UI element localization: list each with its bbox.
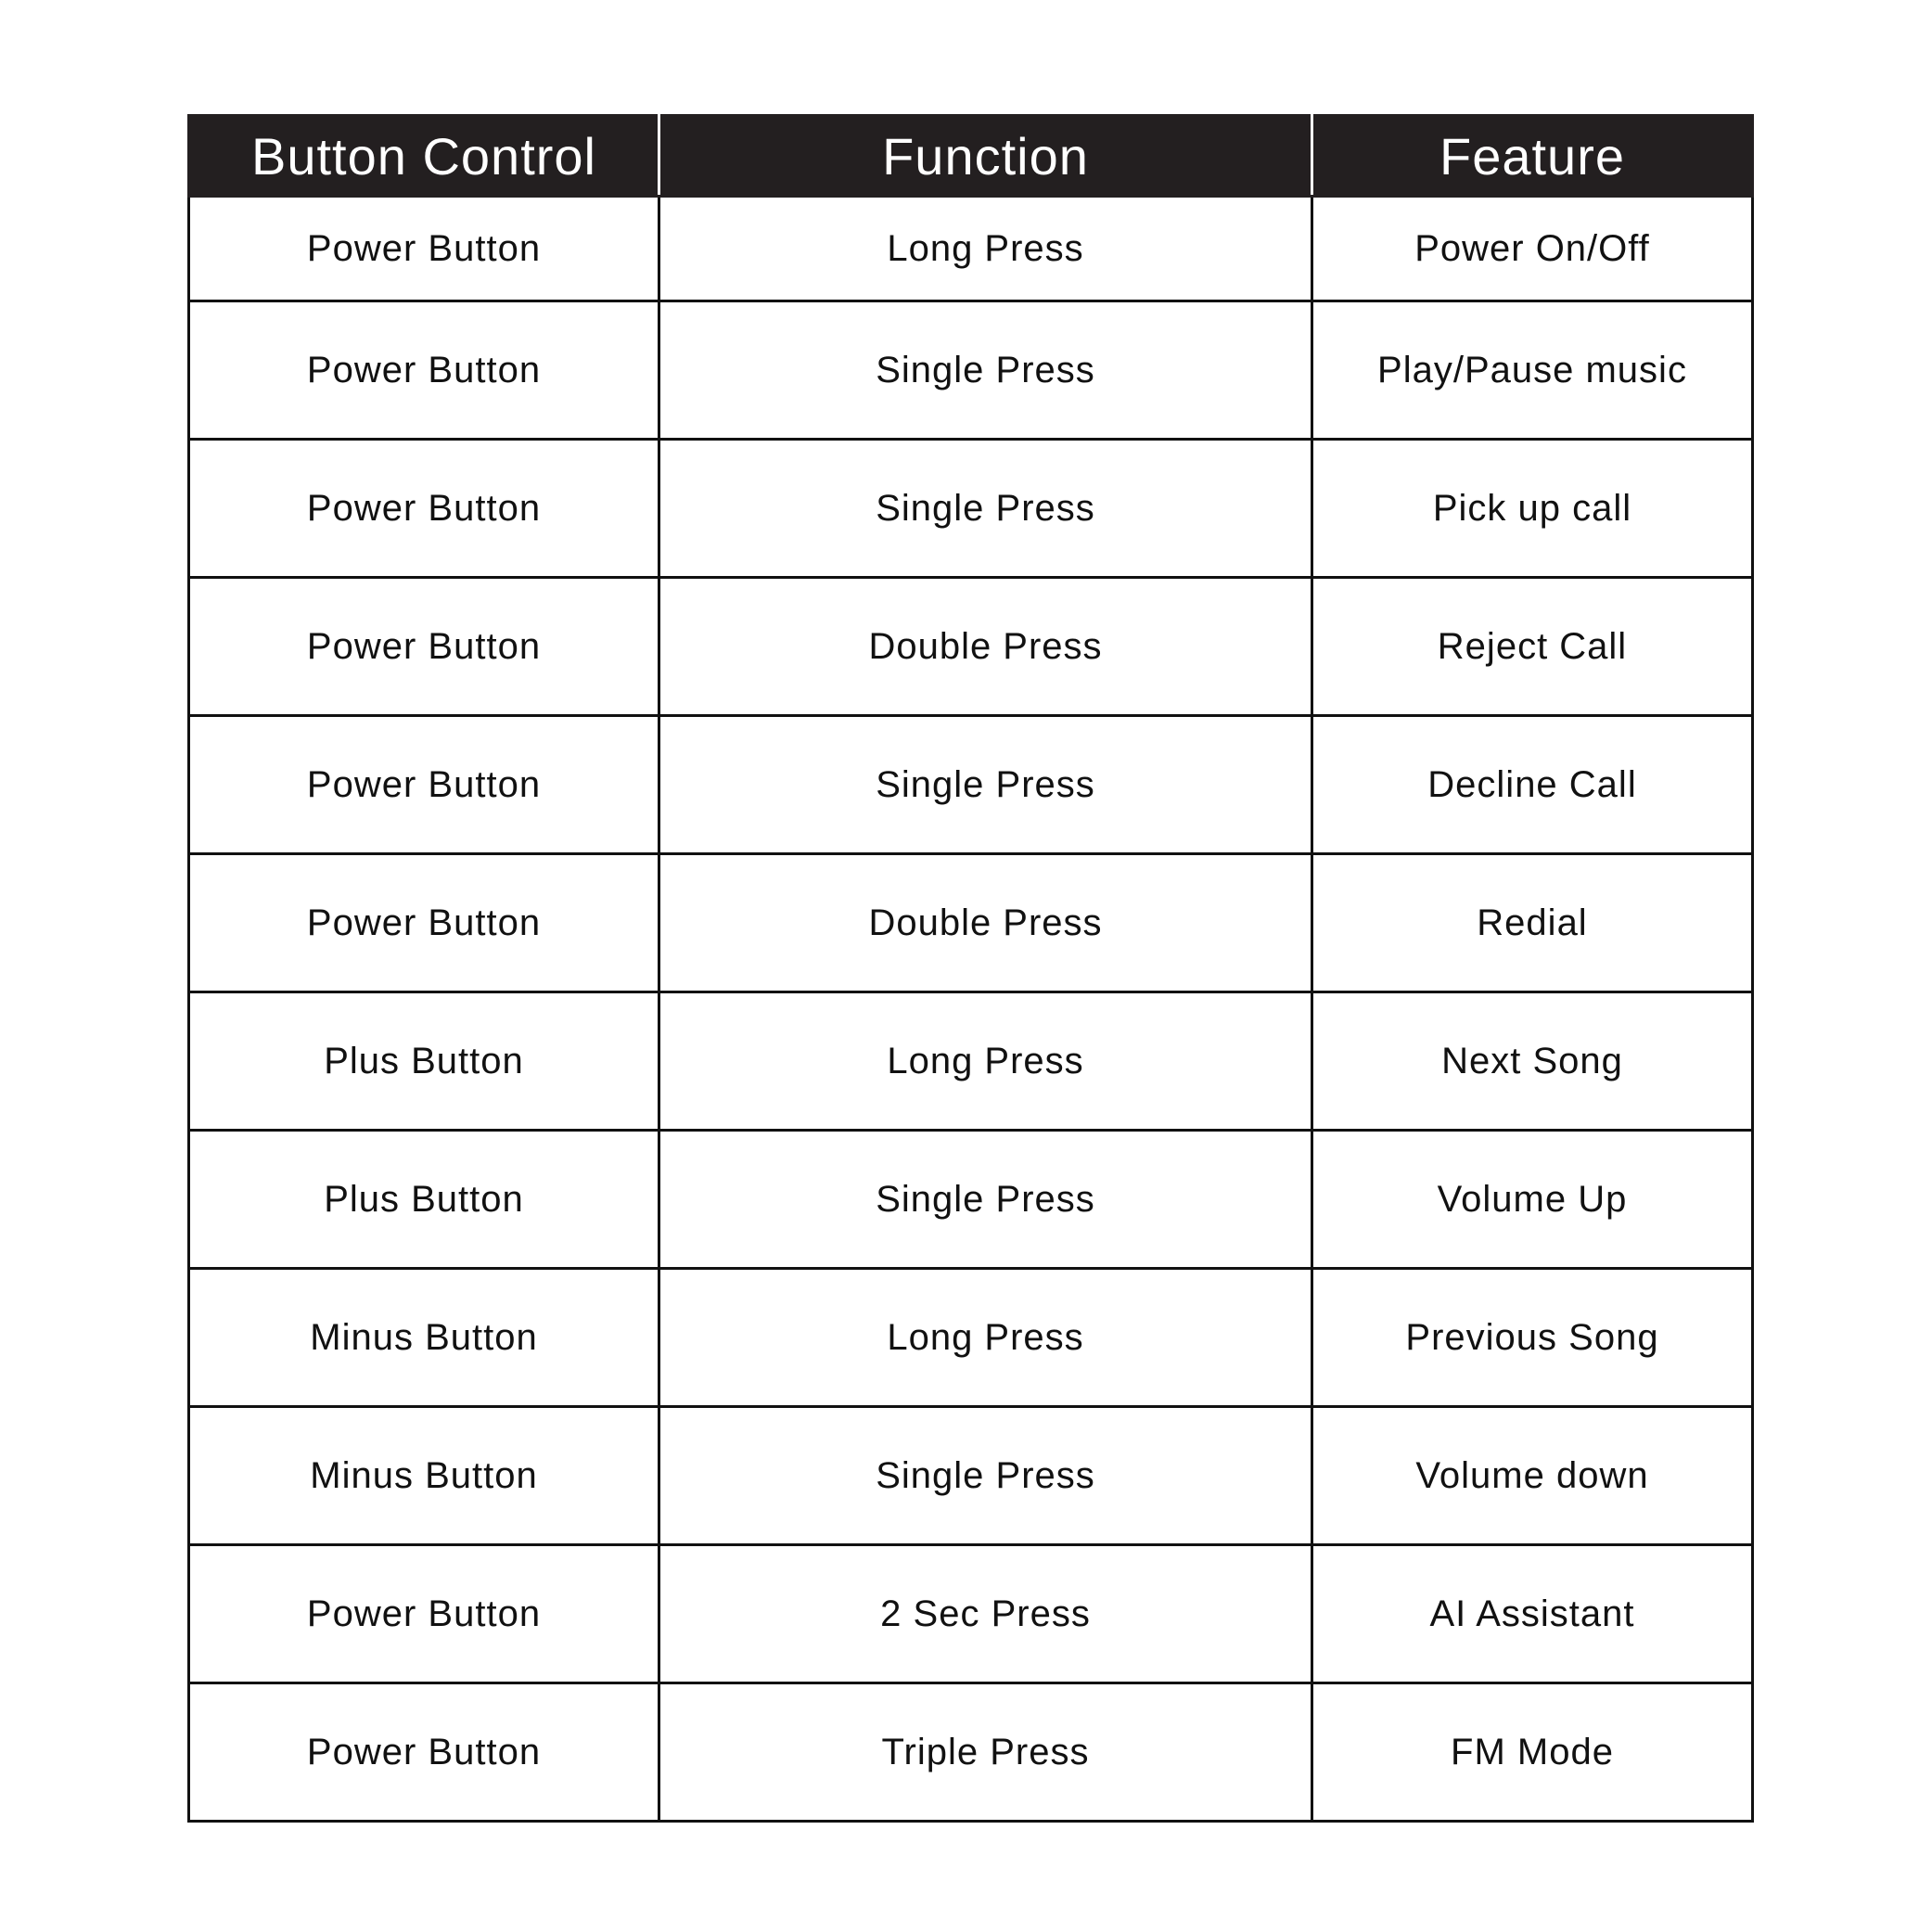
table-row (189, 197, 1753, 301)
header-row (189, 116, 1753, 197)
cell-button-control: Power Button (189, 1683, 659, 1822)
button-controls-table (187, 114, 1754, 1823)
table-row (189, 1269, 1753, 1407)
table-row (189, 1131, 1753, 1269)
table-row (189, 440, 1753, 578)
cell-function: Triple Press (659, 1683, 1312, 1822)
cell-feature: Pick up call (1312, 440, 1753, 578)
cell-feature: Next Song (1312, 992, 1753, 1131)
cell-button-control: Power Button (189, 301, 659, 440)
cell-button-control: Power Button (189, 440, 659, 578)
cell-function: Single Press (659, 1131, 1312, 1269)
table-row (189, 716, 1753, 854)
cell-feature: Volume Up (1312, 1131, 1753, 1269)
cell-button-control: Minus Button (189, 1269, 659, 1407)
cell-feature: Previous Song (1312, 1269, 1753, 1407)
cell-feature: Play/Pause music (1312, 301, 1753, 440)
cell-function: Single Press (659, 716, 1312, 854)
cell-button-control: Power Button (189, 197, 659, 301)
cell-button-control: Power Button (189, 854, 659, 992)
table-row (189, 578, 1753, 716)
cell-function: Long Press (659, 197, 1312, 301)
cell-function: Double Press (659, 854, 1312, 992)
cell-function: Long Press (659, 992, 1312, 1131)
table-header (189, 116, 1753, 197)
table-row (189, 1407, 1753, 1545)
table-row (189, 992, 1753, 1131)
cell-feature: Decline Call (1312, 716, 1753, 854)
cell-button-control: Power Button (189, 578, 659, 716)
cell-function: Single Press (659, 1407, 1312, 1545)
table-row (189, 1683, 1753, 1822)
cell-feature: Reject Call (1312, 578, 1753, 716)
cell-feature: FM Mode (1312, 1683, 1753, 1822)
header-button-control: Button Control (189, 116, 659, 197)
cell-feature: Volume down (1312, 1407, 1753, 1545)
cell-function: 2 Sec Press (659, 1545, 1312, 1683)
cell-feature: AI Assistant (1312, 1545, 1753, 1683)
cell-function: Long Press (659, 1269, 1312, 1407)
table-row (189, 854, 1753, 992)
cell-function: Single Press (659, 440, 1312, 578)
header-feature: Feature (1312, 116, 1753, 197)
header-function: Function (659, 116, 1312, 197)
cell-button-control: Power Button (189, 1545, 659, 1683)
cell-button-control: Power Button (189, 716, 659, 854)
cell-button-control: Plus Button (189, 1131, 659, 1269)
cell-feature: Redial (1312, 854, 1753, 992)
cell-feature: Power On/Off (1312, 197, 1753, 301)
table-row (189, 301, 1753, 440)
cell-function: Double Press (659, 578, 1312, 716)
table-body (189, 197, 1753, 1822)
cell-button-control: Minus Button (189, 1407, 659, 1545)
table-row (189, 1545, 1753, 1683)
cell-function: Single Press (659, 301, 1312, 440)
cell-button-control: Plus Button (189, 992, 659, 1131)
